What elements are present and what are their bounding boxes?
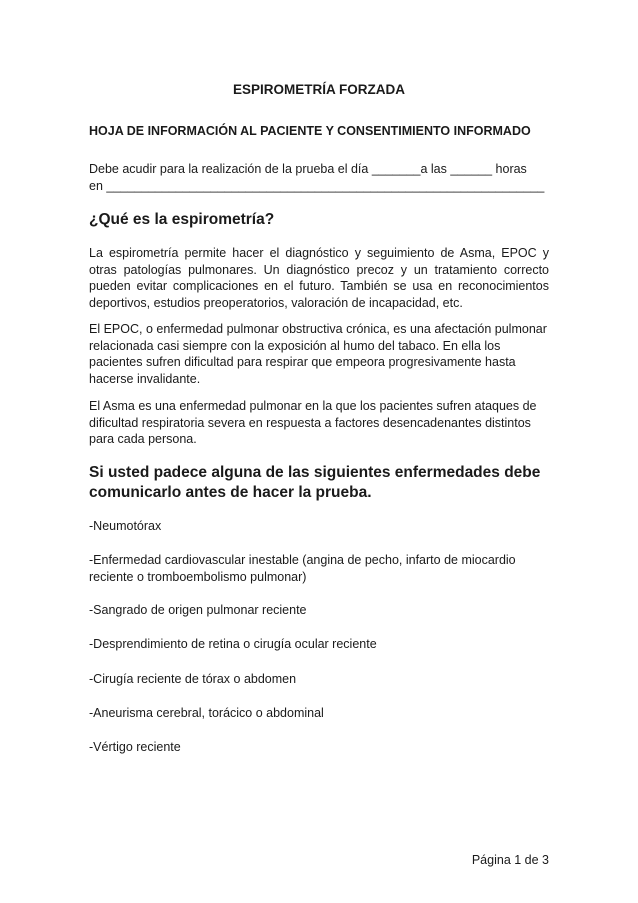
- condition-item: -Enfermedad cardiovascular inestable (angina de pecho, infarto de miocardio reciente o tromboembolismo pulmonar): [89, 553, 516, 584]
- section-heading-conditions: Si usted padece alguna de las siguientes enfermedades debe comunicarlo antes de hacer la prueba.: [89, 464, 541, 501]
- condition-item: -Neumotórax: [89, 519, 162, 533]
- paragraph-spirometry-uses: La espirometría permite hacer el diagnóstico y seguimiento de Asma, EPOC y otras patologías pulmonares. Un diagnóstico precoz y un tratamiento correcto pueden evitar complicaciones en el futuro. También se usa en reconocimientos deportivos, estudios preoperatorios, valoración de incapacidad, etc.: [89, 246, 549, 310]
- document-subtitle: HOJA DE INFORMACIÓN AL PACIENTE Y CONSENTIMIENTO INFORMADO: [89, 124, 531, 138]
- section-heading-what-is: ¿Qué es la espirometría?: [89, 211, 275, 228]
- condition-item: -Sangrado de origen pulmonar reciente: [89, 603, 307, 617]
- paragraph-asma: El Asma es una enfermedad pulmonar en la que los pacientes sufren ataques de dificultad respiratoria severa en respuesta a factores desencadenantes distintos para cada persona.: [89, 399, 537, 446]
- condition-item: -Desprendimiento de retina o cirugía ocular reciente: [89, 637, 377, 651]
- appointment-line-1: Debe acudir para la realización de la prueba el día _______a las ______ horas: [89, 162, 527, 176]
- appointment-line-2: en _______________________________________________________________: [89, 179, 545, 193]
- page-number: Página 1 de 3: [471, 853, 549, 867]
- document-title: ESPIROMETRÍA FORZADA: [233, 82, 405, 97]
- condition-item: -Cirugía reciente de tórax o abdomen: [89, 672, 297, 686]
- condition-item: -Aneurisma cerebral, torácico o abdominal: [89, 706, 324, 720]
- condition-item: -Vértigo reciente: [89, 740, 181, 754]
- appointment-info: [89, 161, 549, 195]
- paragraph-epoc: El EPOC, o enfermedad pulmonar obstructiva crónica, es una afectación pulmonar relacionada casi siempre con la exposición al humo del tabaco. En ella los pacientes sufren dificultad para respirar que empeora progresivamente hasta hacerse invalidante.: [89, 322, 547, 386]
